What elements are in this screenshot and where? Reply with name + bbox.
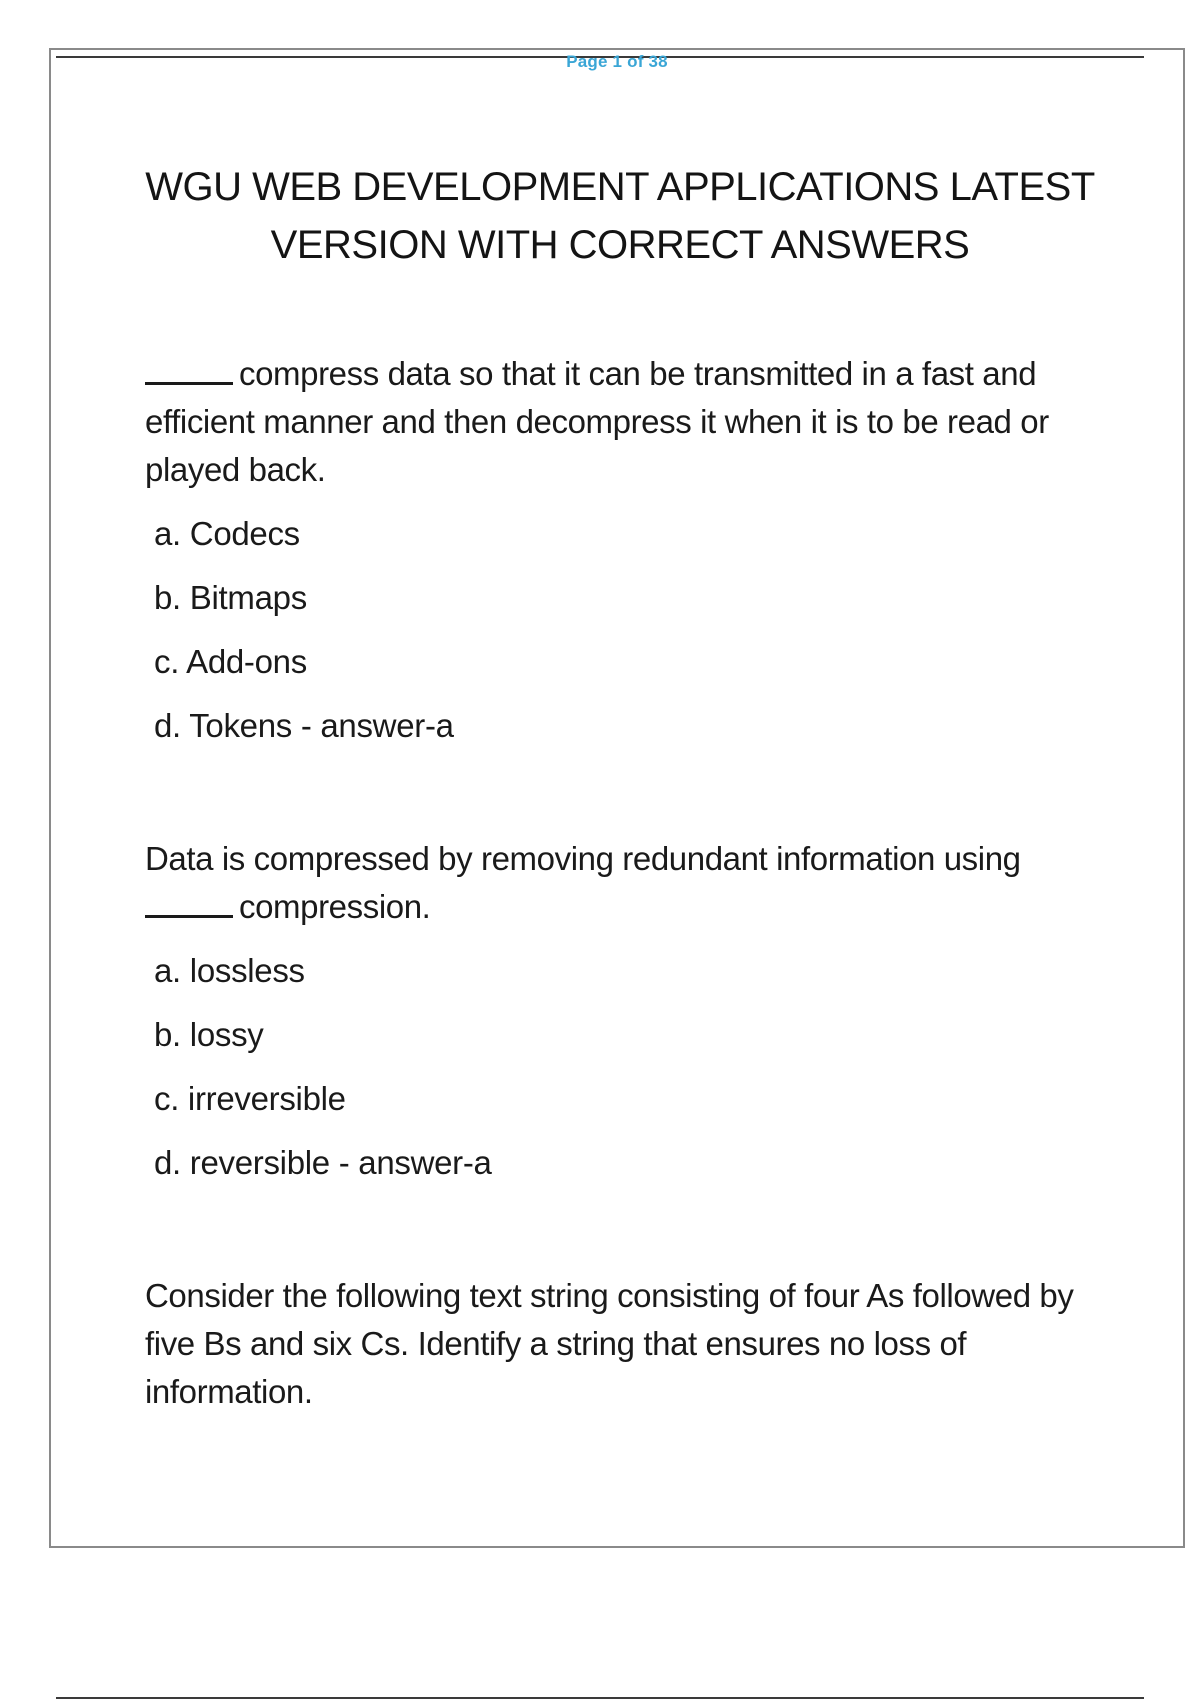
fill-in-blank xyxy=(145,887,233,918)
question-3 xyxy=(145,1272,1095,1416)
question-2-text-before: Data is compressed by removing redundant information using xyxy=(145,840,1021,877)
question-1 xyxy=(145,350,1095,750)
question-1-text: compress data so that it can be transmitted in a fast and efficient manner and then decompress it when it is to be read or played back. xyxy=(145,355,1049,488)
question-1-options xyxy=(145,510,1095,750)
option-d: d. Tokens - answer-a xyxy=(154,707,454,744)
option-b: b. lossy xyxy=(154,1016,264,1053)
title-line-2: VERSION WITH CORRECT ANSWERS xyxy=(270,223,970,267)
option-c: c. Add-ons xyxy=(154,643,307,680)
option-c: c. irreversible xyxy=(154,1080,346,1117)
title-line-1: WGU WEB DEVELOPMENT APPLICATIONS LATEST xyxy=(145,165,1095,209)
question-2-stem xyxy=(145,835,1095,931)
page-number: Page 1 of 38 xyxy=(566,52,668,71)
question-2-options xyxy=(145,947,1095,1187)
option-a: a. lossless xyxy=(154,952,305,989)
document-body xyxy=(145,350,1095,1416)
option-a: a. Codecs xyxy=(154,515,300,552)
document-title xyxy=(120,158,1120,274)
option-b: b. Bitmaps xyxy=(154,579,307,616)
question-2 xyxy=(145,835,1095,1187)
question-2-text-after: compression. xyxy=(239,888,431,925)
question-1-stem xyxy=(145,350,1095,494)
bottom-rule xyxy=(56,1697,1144,1699)
option-d: d. reversible - answer-a xyxy=(154,1144,492,1181)
question-3-stem: Consider the following text string consisting of four As followed by five Bs and six Cs. Identify a string that ensures no loss of information. xyxy=(145,1277,1074,1410)
fill-in-blank xyxy=(145,354,233,385)
